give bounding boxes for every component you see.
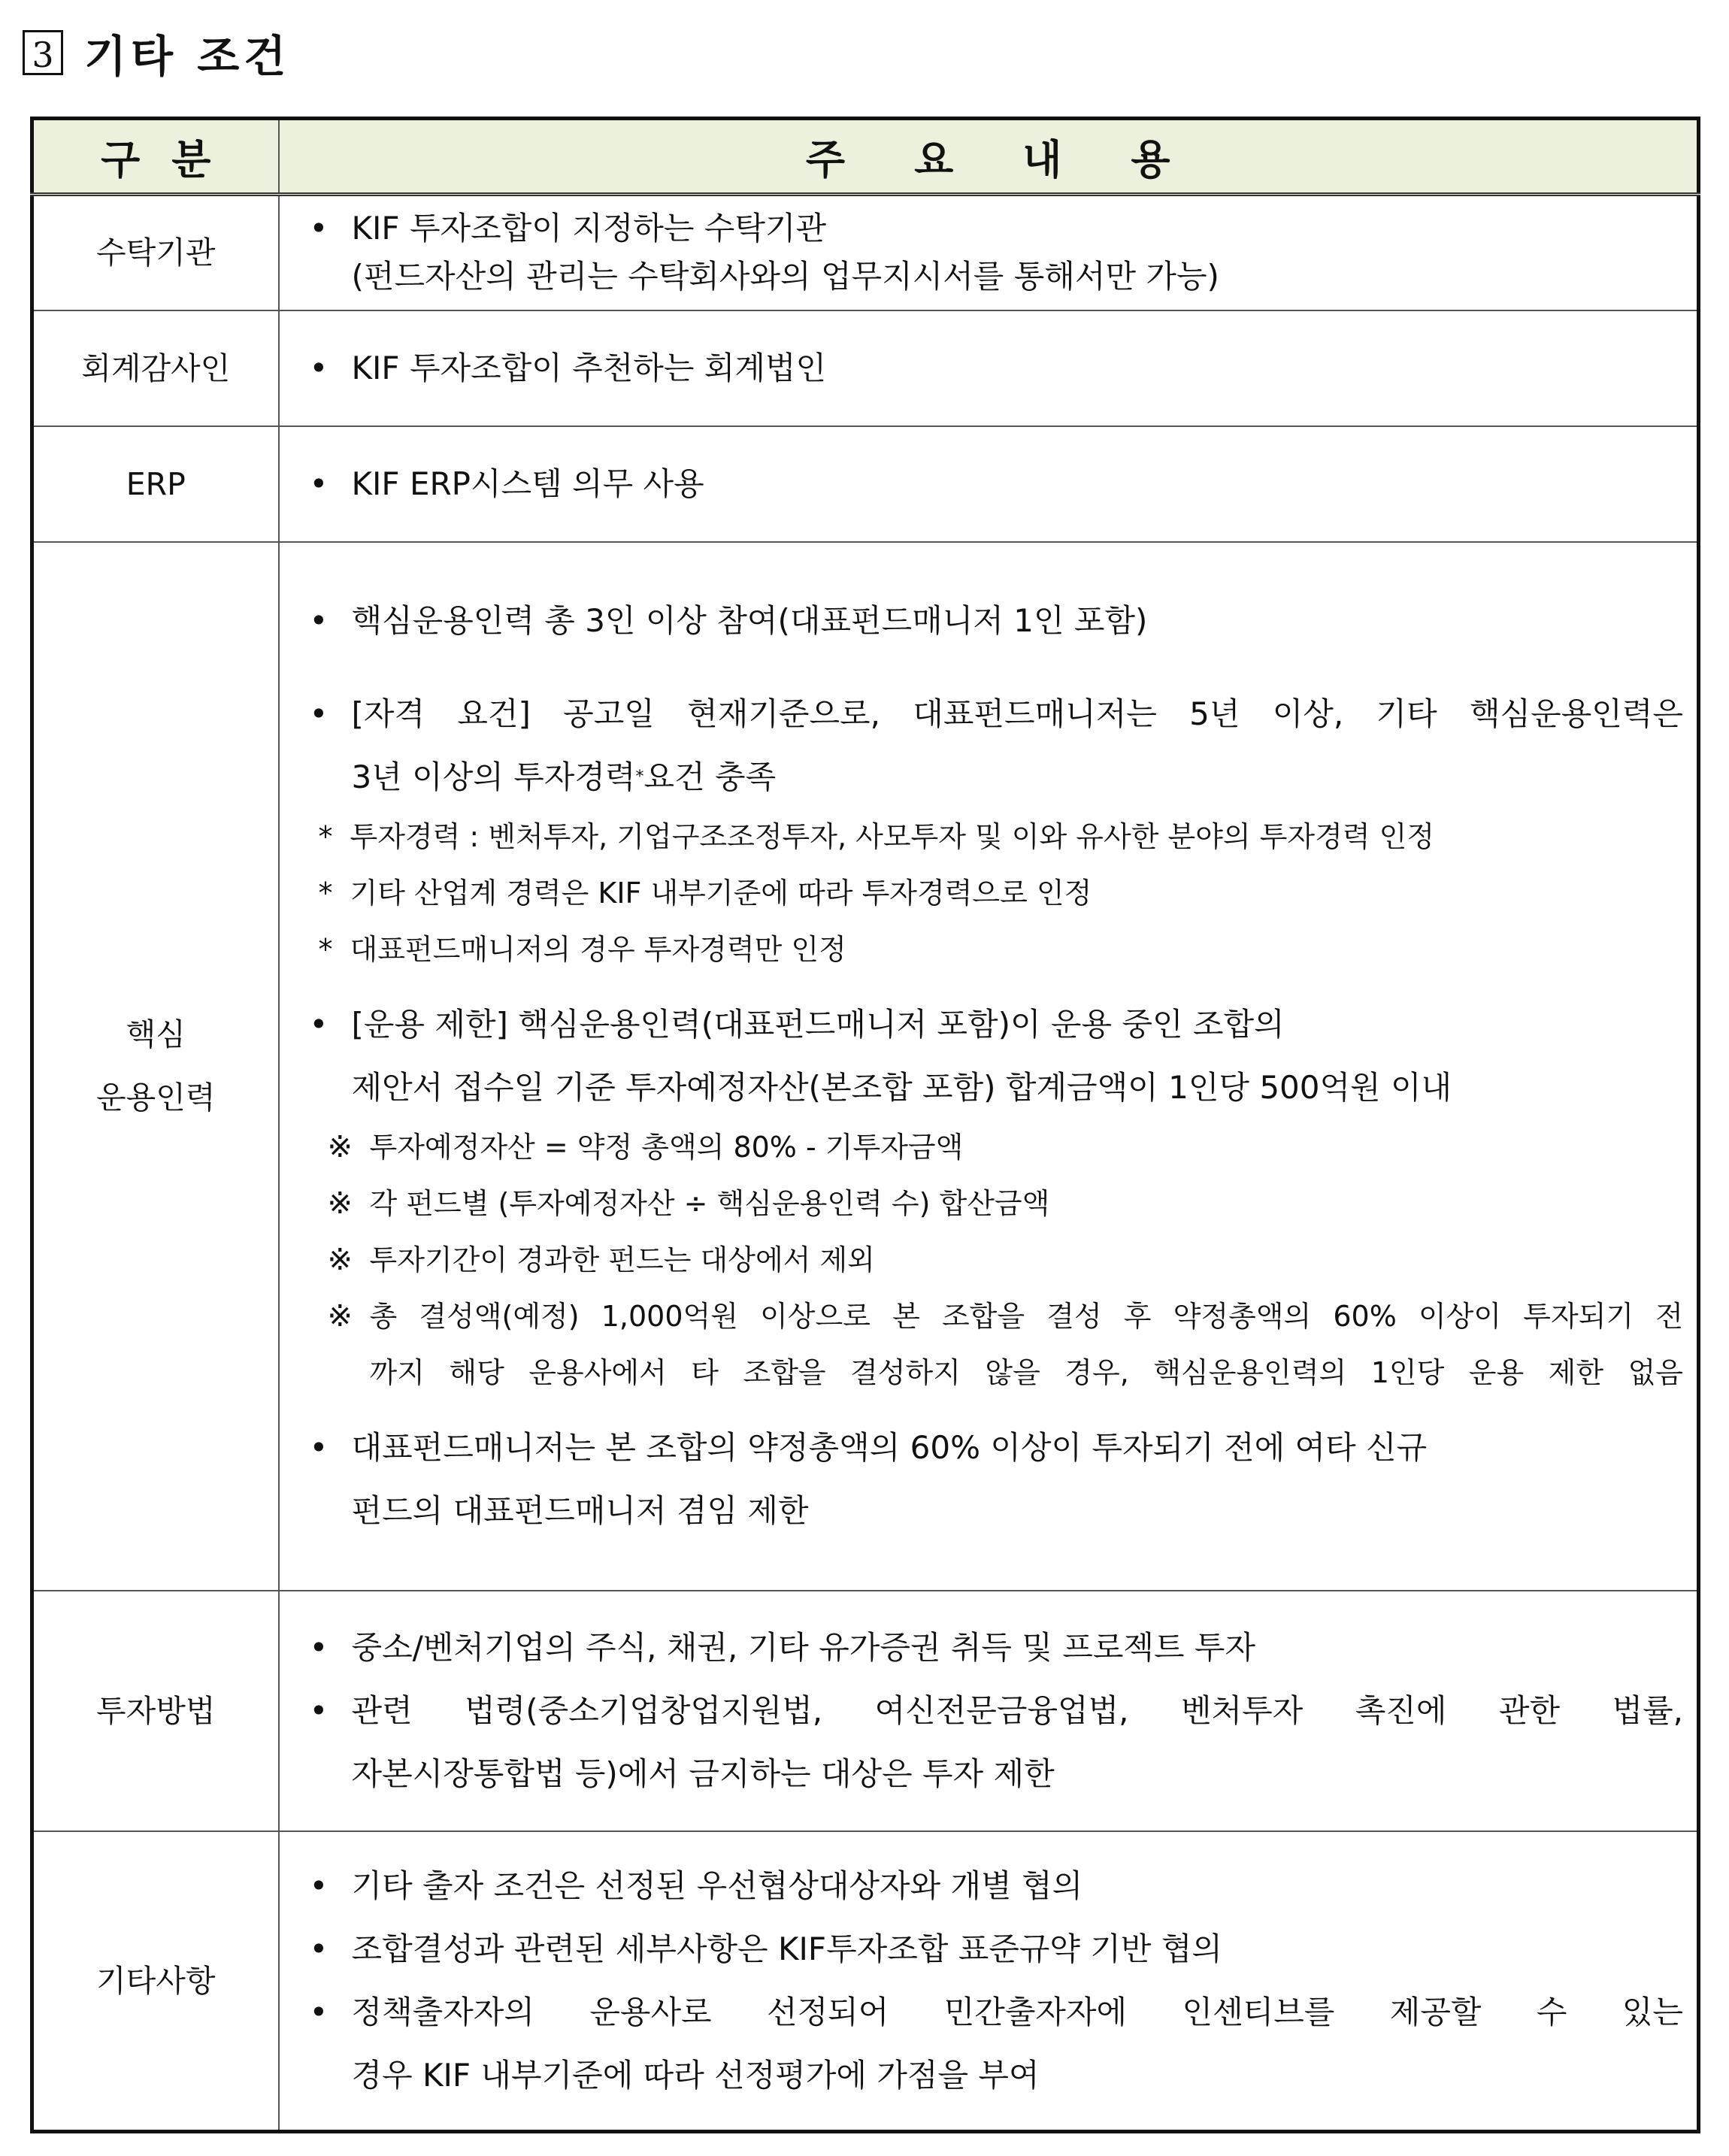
bullet-item: • 정책출자자의 운용사로 선정되어 민간출자자에 인센티브를 제공할 수 있는	[310, 1981, 1684, 2044]
section-number-box: 3	[23, 30, 63, 75]
bullet-item: • 중소/벤처기업의 주식, 채권, 기타 유가증권 취득 및 프로젝트 투자	[310, 1616, 1684, 1679]
bullet-icon: •	[309, 465, 329, 502]
row-label-key-personnel: 핵심 운용인력	[32, 542, 279, 1591]
row-label-auditor: 회계감사인	[32, 310, 279, 426]
bullet-icon: •	[309, 1006, 329, 1043]
bullet-item: • 관련 법령(중소기업창업지원법, 여신전문금융업법, 벤처투자 촉진에 관한 법률,	[310, 1679, 1684, 1743]
bullet-item: • 대표펀드매니저는 본 조합의 약정총액의 60% 이상이 투자되기 전에 여타 신규	[310, 1416, 1684, 1479]
table-row	[32, 195, 1699, 310]
reference-note: ※ 총 결성액(예정) 1,000억원 이상으로 본 조합을 결성 후 약정총액의 60% 이상이 투자되기 전	[310, 1288, 1684, 1345]
table-row	[32, 1831, 1699, 2132]
bullet-item: • [자격 요건] 공고일 현재기준으로, 대표펀드매니저는 5년 이상, 기타 핵심운용인력은	[310, 683, 1684, 746]
footnote-mark: *	[635, 768, 644, 786]
bullet-icon: •	[309, 349, 329, 386]
table-row	[32, 1591, 1699, 1831]
bullet-item: • KIF 투자조합이 지정하는 수탁기관	[310, 204, 1684, 253]
reference-mark-icon: ※	[327, 1243, 353, 1277]
row-content-investment	[279, 1591, 1699, 1831]
reference-mark-icon: ※	[327, 1130, 353, 1164]
asterisk-icon: *	[318, 933, 333, 966]
bullet-item: • 조합결성과 관련된 세부사항은 KIF투자조합 표준규약 기반 협의	[310, 1918, 1684, 1981]
header-content: 주요내용	[279, 119, 1699, 195]
row-label-erp: ERP	[32, 426, 279, 542]
row-content-other	[279, 1831, 1699, 2132]
bullet-item: • [운용 제한] 핵심운용인력(대표펀드매니저 포함)이 운용 중인 조합의	[310, 993, 1684, 1056]
bullet-icon: •	[309, 602, 329, 639]
bullet-item: • KIF 투자조합이 추천하는 회계법인	[310, 337, 1684, 400]
bullet-continuation: (펀드자산의 관리는 수탁회사와의 업무지시서를 통해서만 가능)	[351, 258, 1219, 295]
bullet-icon: •	[309, 1429, 329, 1466]
reference-mark-icon: ※	[327, 1299, 353, 1334]
row-label-investment: 투자방법	[32, 1591, 279, 1831]
bullet-icon: •	[309, 210, 329, 247]
bullet-item: • KIF ERP시스템 의무 사용	[310, 453, 1684, 516]
bullet-icon: •	[309, 1930, 329, 1967]
asterisk-icon: *	[318, 877, 333, 910]
row-content-auditor	[279, 310, 1699, 426]
bullet-continuation: 3년 이상의 투자경력 * 요건 충족	[310, 746, 1684, 809]
bullet-icon: •	[309, 695, 329, 732]
table-row	[32, 310, 1699, 426]
row-content-custodian	[279, 195, 1699, 310]
reference-continuation: 까지 해당 운용사에서 타 조합을 결성하지 않을 경우, 핵심운용인력의 1인당 운용 제한 없음	[369, 1356, 1683, 1389]
table-row	[32, 426, 1699, 542]
reference-note: ※ 투자예정자산 = 약정 총액의 80% - 기투자금액	[310, 1119, 1684, 1176]
row-label-custodian: 수탁기관	[32, 195, 279, 310]
bullet-continuation: 경우 KIF 내부기준에 따라 선정평가에 가점을 부여	[351, 2056, 1040, 2094]
header-category: 구분	[32, 119, 279, 195]
row-content-erp	[279, 426, 1699, 542]
asterisk-icon: *	[318, 820, 333, 853]
bullet-continuation: 자본시장통합법 등)에서 금지하는 대상은 투자 제한	[351, 1755, 1055, 1792]
bullet-icon: •	[309, 1993, 329, 2030]
footnote-item: * 투자경력 : 벤처투자, 기업구조조정투자, 사모투자 및 이와 유사한 분야의 투자경력 인정	[310, 809, 1684, 865]
row-content-key-personnel	[279, 542, 1699, 1591]
section-title: 기타 조건	[84, 31, 291, 82]
bullet-item: • 핵심운용인력 총 3인 이상 참여(대표펀드매니저 1인 포함)	[310, 589, 1684, 653]
row-label-other: 기타사항	[32, 1831, 279, 2132]
bullet-item: • 기타 출자 조건은 선정된 우선협상대상자와 개별 협의	[310, 1855, 1684, 1918]
reference-mark-icon: ※	[327, 1186, 353, 1221]
bullet-icon: •	[309, 1867, 329, 1904]
reference-note: ※ 투자기간이 경과한 펀드는 대상에서 제외	[310, 1232, 1684, 1288]
bullet-icon: •	[309, 1628, 329, 1666]
bullet-continuation: 펀드의 대표펀드매니저 겸임 제한	[351, 1492, 809, 1529]
section-heading	[23, 23, 290, 83]
conditions-table	[30, 117, 1700, 2133]
table-header-row	[32, 119, 1699, 195]
reference-note: ※ 각 펀드별 (투자예정자산 ÷ 핵심운용인력 수) 합산금액	[310, 1176, 1684, 1232]
bullet-continuation: 제안서 접수일 기준 투자예정자산(본조합 포함) 합계금액이 1인당 500억원 이내	[351, 1069, 1452, 1106]
bullet-icon: •	[309, 1691, 329, 1729]
footnote-item: * 대표펀드매니저의 경우 투자경력만 인정	[310, 922, 1684, 978]
table-row	[32, 542, 1699, 1591]
footnote-item: * 기타 산업계 경력은 KIF 내부기준에 따라 투자경력으로 인정	[310, 865, 1684, 922]
